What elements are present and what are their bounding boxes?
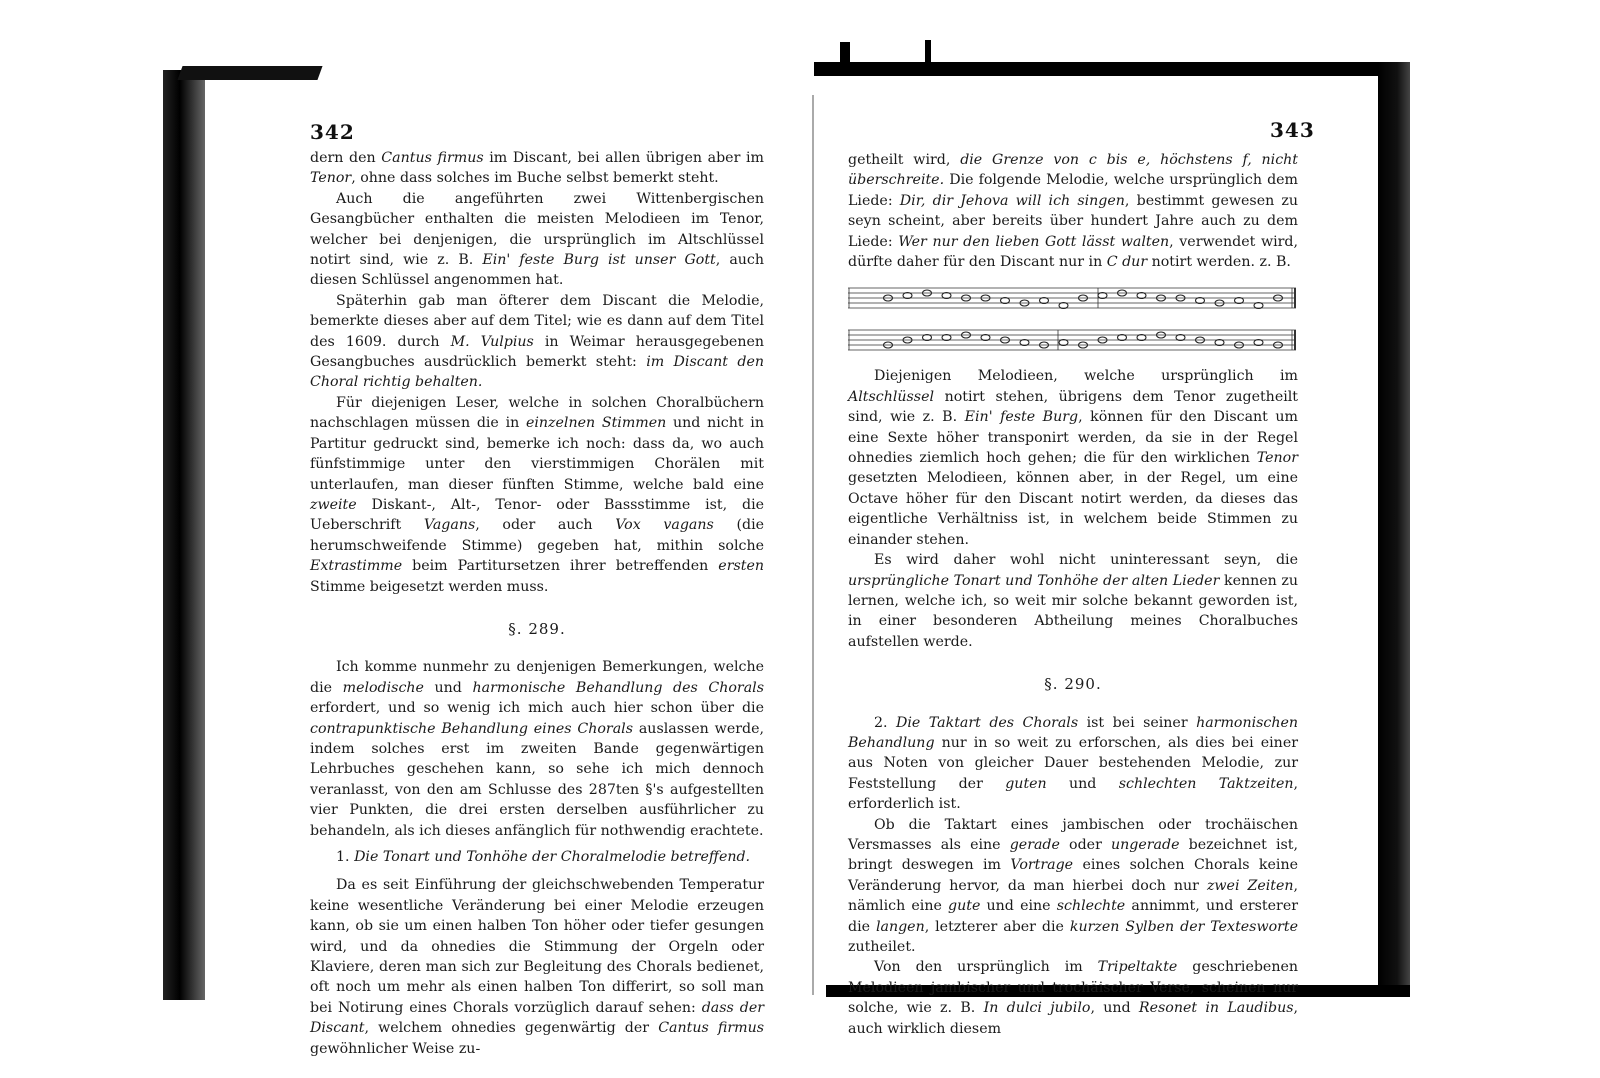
- italic-run: Cantus firmus: [381, 150, 484, 166]
- italic-run: die Grenze von c bis e, höchstens f, nicht überschreite.: [848, 152, 1298, 189]
- section-heading-289: §. 289.: [508, 619, 566, 638]
- italic-run: Dir, dir Jehova will ich singen: [899, 192, 1125, 209]
- staff-notation: [848, 324, 1298, 358]
- italic-run: Resonet in Laudibus: [1138, 1000, 1294, 1017]
- italic-run: langen: [875, 918, 925, 935]
- subheading-text: Die Tonart und Tonhöhe der Choralmelodie betreffend.: [354, 849, 751, 865]
- paragraph: Da es seit Einführung der gleichschwebenden Temperatur keine wesentliche Veränderung bei einer Melodie erzeugen kann, ob sie um einen halben Ton höher oder tiefer gesungen wird, und da ohnedies die Stimmung der Orgeln oder Klaviere, deren man sich zur Begleitung des Chorals bedienet, oft noch um mehr als einen halben Ton differirt, so soll man bei Notirung eines Chorals vorzüglich darauf sehen: dass der Discant, welchem ohnedies gegenwärtig der Cantus firmus gewöhnlicher Weise zu-: [310, 877, 765, 1057]
- italic-run: Cantus firmus: [658, 1020, 765, 1037]
- italic-run: dass der Discant: [310, 999, 764, 1037]
- paragraph: Diejenigen Melodieen, welche ursprünglich im Altschlüssel notirt stehen, übrigens dem Tenor zugetheilt sind, wie z. B. Ein' feste Burg, können für den Discant um eine Sexte höher transponirt werden, da sie in der Regel ohnedies ziemlich hoch gehen; die für den wirklichen Tenor gesetzten Melodieen, können aber, in der Regel, um eine Octave höher für den Discant notirt werden, da dieses das eigentliche Verhältniss ist, in welchem beide Stimmen zu einander stehen.: [848, 368, 1298, 548]
- italic-run: Vagans: [423, 517, 476, 534]
- italic-run: gute: [948, 898, 981, 915]
- italic-run: Wer nur den lieben Gott lässt walten: [898, 233, 1170, 250]
- italic-run: ungerade: [1111, 836, 1180, 853]
- italic-run: ursprüngliche Tonart und Tonhöhe der alten Lieder: [848, 572, 1220, 589]
- paragraph: Auch die angeführten zwei Wittenbergischen Gesangbücher enthalten die meisten Melodieen im Tenor, welcher bei denjenigen, die ursprünglich im Altschlüssel notirt sind, wie z. B. Ein' feste Burg ist unser Gott, auch diesen Schlüssel angenommen hat.: [310, 190, 764, 289]
- clip-mark: [925, 40, 931, 70]
- right-paragraphs: [848, 150, 1298, 272]
- paragraph: dern den Cantus firmus im Discant, bei allen übrigen aber im Tenor, ohne dass solches im Buche selbst bemerkt steht.: [310, 150, 764, 187]
- italic-run: melodische: [342, 679, 424, 696]
- section-heading-290: §. 290.: [1044, 675, 1102, 694]
- subheading-number: 1.: [336, 849, 350, 865]
- italic-run: M. Vulpius: [450, 333, 534, 350]
- italic-run: im Discant den Choral richtig behalten.: [310, 354, 764, 391]
- clip-mark: [840, 42, 850, 70]
- left-paragraphs: [310, 148, 764, 597]
- italic-run: Die Taktart des Chorals: [896, 714, 1079, 731]
- italic-run: guten: [1005, 775, 1047, 792]
- page-number-left: 342: [310, 120, 355, 144]
- italic-run: Ein' feste Burg ist unser Gott: [482, 252, 716, 269]
- italic-run: ersten: [718, 558, 764, 575]
- paragraph: Ob die Taktart eines jambischen oder trochäischen Versmasses als eine gerade oder ungerade bezeichnet ist, bringt deswegen im Vortrage eines solchen Chorals keine Veränderung hervor, da man hierbei doch nur zwei Zeiten, nämlich eine gute und eine schlechte annimmt, und ersterer die langen, letzterer aber die kurzen Sylben der Textesworte zutheilet.: [848, 816, 1299, 955]
- italic-run: schlechte: [1056, 898, 1126, 915]
- subheading: [310, 847, 764, 867]
- italic-run: Altschlüssel: [848, 388, 935, 405]
- italic-run: einzelnen Stimmen: [525, 415, 667, 432]
- music-staff-1: [848, 282, 1298, 312]
- italic-run: kurzen Sylben der Textesworte: [1069, 918, 1299, 935]
- page-number-right: 343: [1270, 118, 1315, 142]
- italic-run: harmonischen Behandlung: [848, 714, 1299, 751]
- right-paragraphs-end: [848, 713, 1298, 1040]
- italic-run: gerade: [1009, 836, 1060, 853]
- music-staff-2: [848, 324, 1298, 354]
- paragraph: Von den ursprünglich im Tripeltakte geschriebenen Melodieen jambischer und trochäischer Verse, scheinen nur solche, wie z. B. In dulci jubilo, und Resonet in Laudibus, auch wirklich diesem: [848, 959, 1299, 1037]
- gutter-line: [812, 95, 814, 995]
- left-paragraphs-end: [310, 875, 764, 1059]
- italic-run: Tenor: [1256, 450, 1298, 467]
- right-paragraphs-after: [848, 366, 1298, 652]
- paragraph: Ich komme nunmehr zu denjenigen Bemerkungen, welche die melodische und harmonische Behandlung des Chorals erfordert, und so wenig ich mich auch hier schon über die contrapunktische Behandlung eines Chorals auslassen werde, indem solches erst im zweiten Bande gegenwärtigen Lehrbuches geschehen kann, so sehe ich mich dennoch veranlasst, von den am Schlusse des 287ten §'s aufgestellten vier Punkten, die drei ersten derselben ausführlicher zu behandeln, als ich dieses anfänglich für nothwendig erachtete.: [310, 659, 764, 839]
- italic-run: harmonische Behandlung des Chorals: [472, 679, 764, 696]
- italic-run: In dulci jubilo: [983, 1000, 1091, 1017]
- paragraph: Es wird daher wohl nicht uninteressant seyn, die ursprüngliche Tonart und Tonhöhe der alten Lieder kennen zu lernen, welche ich, so weit mir solche bekannt geworden ist, in einer besonderen Abtheilung meines Choralbuches aufstellen werde.: [848, 552, 1298, 650]
- italic-run: zwei Zeiten: [1206, 877, 1294, 894]
- left-top-edge: [177, 66, 322, 80]
- right-top-edge: [814, 62, 1400, 76]
- right-book-edge: [1378, 62, 1410, 997]
- paragraph: Späterhin gab man öfterer dem Discant die Melodie, bemerkte dieses aber auf dem Titel; wie es dann auf dem Titel des 1609. durch M. Vulpius in Weimar herausgegebenen Gesangbuches ausdrücklich bemerkt steht: im Discant den Choral richtig behalten.: [310, 292, 764, 391]
- italic-run: schlechten Taktzeiten: [1118, 775, 1294, 792]
- left-paragraphs-after: [310, 657, 764, 841]
- italic-run: Extrastimme: [310, 558, 403, 575]
- italic-run: C dur: [1106, 254, 1148, 271]
- italic-run: Vox vagans: [615, 517, 714, 534]
- italic-run: zweite: [310, 496, 357, 513]
- left-book-edge: [163, 70, 205, 1000]
- left-page-text: [310, 148, 764, 1059]
- paragraph: getheilt wird, die Grenze von c bis e, höchstens f, nicht überschreite. Die folgende Melodie, welche ursprünglich dem Liede: Dir, dir Jehova will ich singen, bestimmt gewesen zu seyn scheint, aber bereits über hundert Jahre auch zu dem Liede: Wer nur den lieben Gott lässt walten, verwendet wird, dürfte daher für den Discant nur in C dur notirt werden. z. B.: [848, 152, 1299, 271]
- italic-run: Ein' feste Burg: [964, 409, 1079, 426]
- staff-notation: [848, 282, 1298, 316]
- paragraph: Für diejenigen Leser, welche in solchen Choralbüchern nachschlagen müssen die in einzelnen Stimmen und nicht in Partitur gedruckt sind, bemerke ich noch: dass da, wo auch fünfstimmige unter den vierstimmigen Chorälen mit unterlaufen, man dieser fünften Stimme, welche bald eine zweite Diskant-, Alt-, Tenor- oder Bassstimme ist, die Ueberschrift Vagans, oder auch Vox vagans (die herumschweifende Stimme) gegeben hat, mithin solche Extrastimme beim Partitursetzen ihrer betreffenden ersten Stimme beigesetzt werden muss.: [310, 394, 764, 595]
- paragraph: 2. Die Taktart des Chorals ist bei seiner harmonischen Behandlung nur in so weit zu erforschen, als dies bei einer aus Noten von gleicher Dauer bestehenden Melodie, zur Feststellung der guten und schlechten Taktzeiten, erforderlich ist.: [848, 714, 1299, 813]
- right-page-text: [848, 150, 1298, 1039]
- italic-run: contrapunktische Behandlung eines Chorals: [310, 720, 633, 737]
- italic-run: Tenor: [310, 170, 352, 187]
- italic-run: Tripeltakte: [1097, 959, 1178, 976]
- italic-run: Vortrage: [1010, 857, 1074, 874]
